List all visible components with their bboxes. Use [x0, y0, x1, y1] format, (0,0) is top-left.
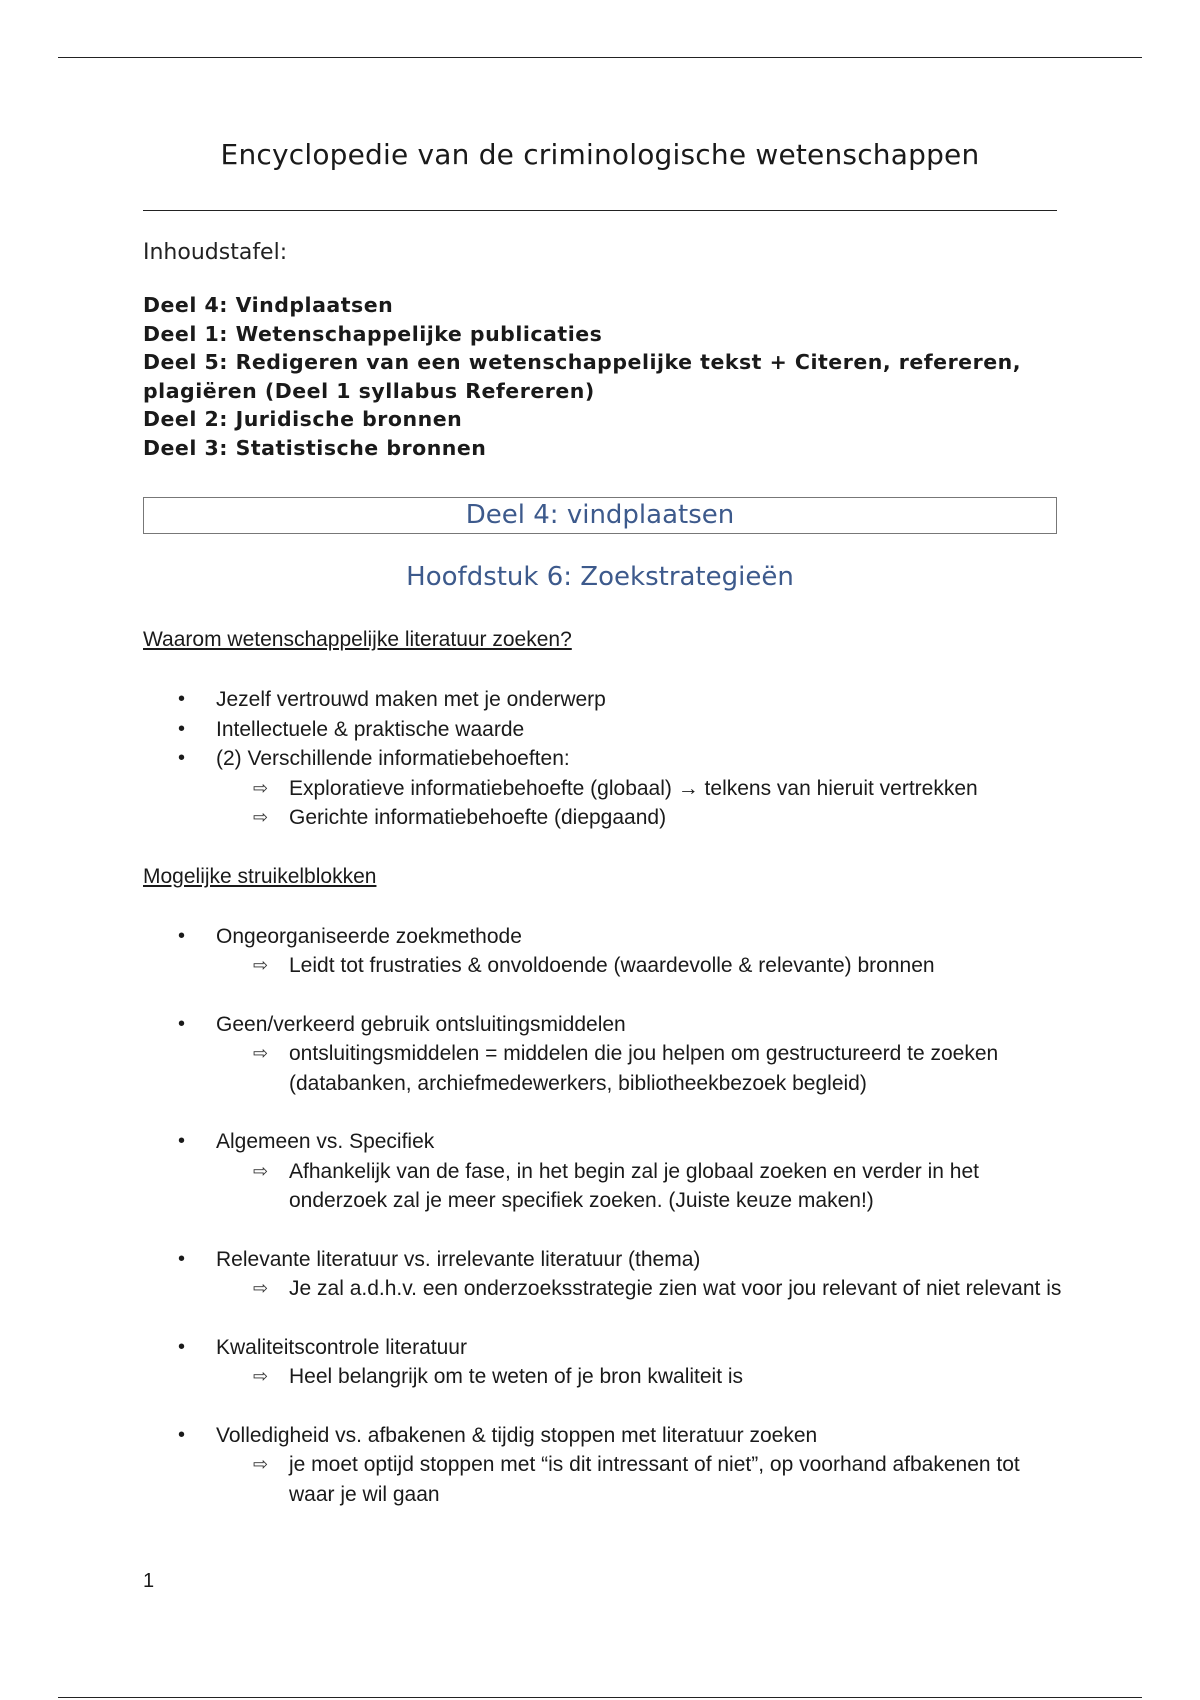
sub-list-text: Heel belangrijk om te weten of je bron kwaliteit is [289, 1365, 744, 1388]
sub-list-item [143, 1274, 1063, 1304]
sub-list-item [143, 1362, 1063, 1392]
sub-list-item [143, 1039, 1063, 1098]
toc-label: Inhoudstafel: [143, 240, 288, 265]
toc-item[interactable]: Deel 5: Redigeren van een wetenschappelijke tekst + Citeren, refereren, plagiëren (Deel 1 syllabus Refereren) [143, 350, 1021, 403]
outline-right-arrow-icon: ⇨ [253, 1043, 269, 1063]
sub-list-text: Je zal a.d.h.v. een onderzoeksstrategie zien wat voor jou relevant of niet relevant is [289, 1277, 1062, 1300]
chapter-heading: Hoofdstuk 6: Zoekstrategieën [406, 562, 794, 592]
toc-item[interactable]: Deel 1: Wetenschappelijke publicaties [143, 321, 603, 346]
outline-right-arrow-icon: ⇨ [253, 1160, 269, 1181]
list-item: • (2) Verschillende informatiebehoeften: [143, 744, 1063, 774]
outline-right-arrow-icon: ⇨ [253, 1366, 269, 1386]
page-content [143, 625, 1063, 1509]
section-heading: Mogelijke struikelblokken [143, 864, 377, 888]
outline-right-arrow-icon: ⇨ [253, 807, 269, 827]
document-title: Encyclopedie van de criminologische wetenschappen [220, 138, 980, 171]
sub-list-text: je moet optijd stoppen met “is dit intressant of niet”, op voorhand afbakenen tot waar je wil gaan [289, 1453, 1020, 1506]
list-item: • Algemeen vs. Specifiek [143, 1127, 1063, 1157]
outline-right-arrow-icon: ⇨ [253, 1454, 269, 1474]
list-item: • Kwaliteitscontrole literatuur [143, 1333, 1063, 1363]
page-bottom-rule [58, 1697, 1142, 1698]
sub-list-text: Exploratieve informatiebehoefte (globaal) → telkens van hieruit vertrekken [289, 776, 978, 800]
sub-list-item [143, 1157, 1063, 1216]
list-item: • Jezelf vertrouwd maken met je onderwerp [143, 685, 1063, 715]
list-item: • Geen/verkeerd gebruik ontsluitingsmiddelen [143, 1010, 1063, 1040]
sub-list-text: Leidt tot frustraties & onvoldoende (waardevolle & relevante) bronnen [289, 954, 935, 977]
outline-right-arrow-icon: ⇨ [253, 1278, 269, 1298]
toc-item[interactable]: Deel 4: Vindplaatsen [143, 293, 394, 317]
list-item: • Volledigheid vs. afbakenen & tijdig stoppen met literatuur zoeken [143, 1421, 1063, 1451]
part-heading: Deel 4: vindplaatsen [143, 497, 1057, 534]
outline-right-arrow-icon: ⇨ [253, 777, 269, 798]
table-of-contents [143, 291, 1057, 462]
sub-list-text: Gerichte informatiebehoefte (diepgaand) [289, 806, 667, 829]
page-top-rule [58, 57, 1142, 58]
list-item: • Intellectuele & praktische waarde [143, 715, 1063, 745]
section-heading: Waarom wetenschappelijke literatuur zoeken? [143, 628, 572, 651]
list-item: • Relevante literatuur vs. irrelevante literatuur (thema) [143, 1245, 1063, 1275]
toc-item[interactable]: Deel 2: Juridische bronnen [143, 407, 463, 431]
sub-list-item [143, 803, 1063, 833]
sub-list-text: Afhankelijk van de fase, in het begin zal je globaal zoeken en verder in het onderzoek zal je meer specifiek zoeken. (Juiste keuze maken!) [289, 1159, 979, 1212]
page-number: 1 [143, 1570, 155, 1592]
sub-list-text: ontsluitingsmiddelen = middelen die jou helpen om gestructureerd te zoeken (databanken, archiefmedewerkers, bibliotheekbezoek begleid) [289, 1042, 999, 1095]
title-divider [143, 210, 1057, 211]
list-item: • Ongeorganiseerde zoekmethode [143, 922, 1063, 952]
sub-list-item [143, 1450, 1063, 1509]
toc-item[interactable]: Deel 3: Statistische bronnen [143, 435, 487, 460]
sub-list-item [143, 774, 1063, 804]
sub-list-item [143, 951, 1063, 981]
outline-right-arrow-icon: ⇨ [253, 955, 269, 975]
